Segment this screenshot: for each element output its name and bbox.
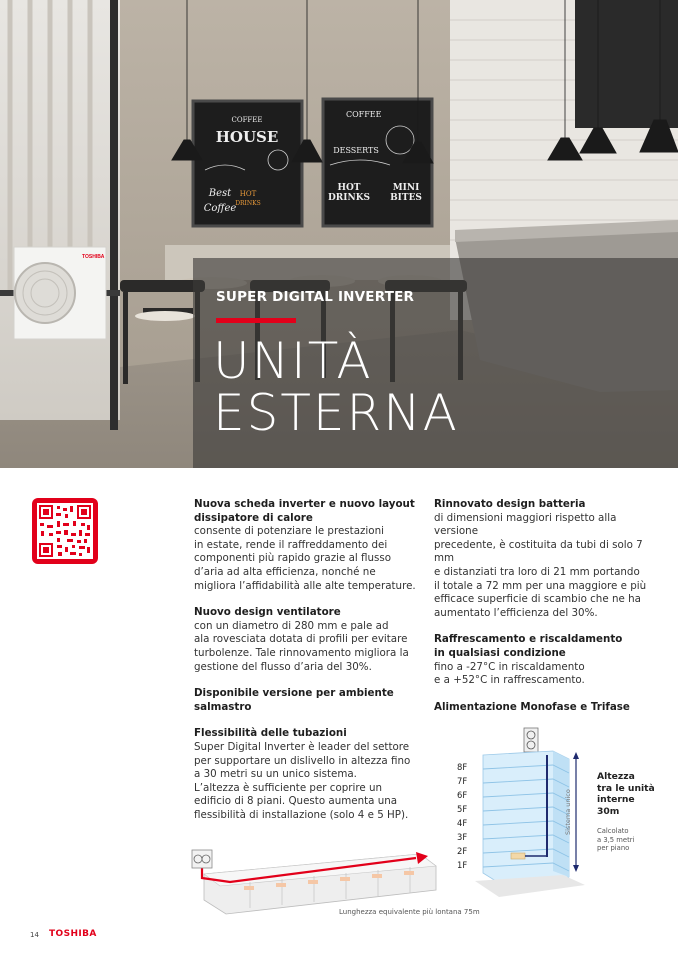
feature-body: consente di potenziare le prestazioni in estate, rende il raffreddamento dei componenti più rapido grazie al flusso d’aria ad alta efficienza, nonché ne migliora l’affidabilità alle alte temperature. — [194, 525, 416, 592]
single-system-label: Sistema unico — [564, 789, 572, 835]
feature-heading: Nuovo design ventilatore — [194, 606, 341, 619]
qr-code-icon — [37, 503, 93, 559]
pipe-length-caption: Lunghezza equivalente più lontana 75m — [339, 908, 480, 916]
board-left-text-5: HOT — [239, 190, 257, 198]
board-right-text-1: COFFEE — [346, 110, 382, 119]
board-left-text-3: Best — [208, 188, 232, 199]
board-left-text-2: HOUSE — [215, 128, 279, 146]
board-right-text-6: BITES — [390, 193, 422, 203]
hero-title-line-2: ESTERNA — [213, 384, 459, 442]
feature-body: con un diametro di 280 mm e pale ad ala rovesciata dotata di profili per evitare turbolenze. Tale rinnovamento migliora la gestione del flusso d’aria del 30%. — [194, 619, 409, 673]
height-title: Altezza tra le unità interne 30m — [597, 771, 655, 817]
left-text-column — [194, 498, 416, 835]
floor-label: 7F — [457, 776, 468, 786]
hero-kicker: SUPER DIGITAL INVERTER — [216, 289, 415, 305]
outdoor-unit-image — [14, 247, 106, 339]
floor-label: 6F — [457, 790, 468, 800]
floor-label: 4F — [457, 818, 468, 828]
board-right-text-2: DESSERTS — [333, 146, 379, 155]
board-right-text-5: MINI — [392, 183, 420, 193]
hero-title-line-1: UNITÀ — [213, 332, 373, 390]
feature-salt-version — [194, 687, 416, 714]
accent-rule — [216, 318, 296, 323]
floor-label: 5F — [457, 804, 468, 814]
feature-heading: Alimentazione Monofase e Trifase — [434, 700, 630, 713]
board-left-text-6: DRINKS — [235, 200, 261, 207]
hero-photo — [0, 0, 678, 468]
feature-temperature-range — [434, 633, 654, 687]
right-text-column — [434, 498, 654, 727]
board-right-text-3: HOT — [337, 183, 361, 193]
feature-heading: Flessibilità delle tubazioni — [194, 727, 347, 740]
feature-power-supply — [434, 701, 654, 715]
feature-heading: Disponibile versione per ambiente salmastro — [194, 687, 394, 713]
pipe-length-diagram — [190, 838, 440, 918]
feature-inverter-board — [194, 498, 416, 593]
feature-fan-design — [194, 606, 416, 674]
feature-heading: Raffrescamento e riscaldamento in qualsiasi condizione — [434, 633, 623, 659]
floor-label: 2F — [457, 846, 468, 856]
floor-label: 1F — [457, 860, 468, 870]
board-left-text-1: COFFEE — [231, 116, 263, 124]
height-note: Calcolato a 3,5 metri per piano — [597, 827, 635, 853]
feature-heading: Nuova scheda inverter e nuovo layout dissipatore di calore — [194, 498, 415, 524]
feature-body: di dimensioni maggiori rispetto alla versione precedente, è costituita da tubi di solo 7 mm e distanziati tra loro di 21 mm portando il totale a 72 mm per una maggiore e più efficace superficie di scambio che ne ha aumentato l’efficienza del 30%. — [434, 511, 647, 619]
qr-code[interactable] — [32, 498, 98, 564]
feature-body: fino a -27°C in riscaldamento e a +52°C in raffrescamento. — [434, 660, 585, 687]
svg-text:TOSHIBA: TOSHIBA — [82, 254, 105, 260]
feature-pipe-flexibility — [194, 727, 416, 822]
board-right-text-4: DRINKS — [327, 193, 371, 203]
floor-label: 3F — [457, 832, 468, 842]
feature-heading: Rinnovato design batteria — [434, 498, 586, 510]
feature-battery-design — [434, 498, 654, 620]
brand-logo: TOSHIBA — [49, 929, 97, 939]
page-number: 14 — [30, 931, 39, 939]
feature-body: Super Digital Inverter è leader del settore per supportare un dislivello in altezza fino a 30 metri su un unico sistema. L’altezza è sufficiente per coprire un edificio di 8 piani. Questo aumenta una flessibilità di installazione (solo 4 e 5 HP). — [194, 740, 411, 821]
floor-label: 8F — [457, 762, 468, 772]
board-left-text-4: Coffee — [203, 203, 237, 214]
